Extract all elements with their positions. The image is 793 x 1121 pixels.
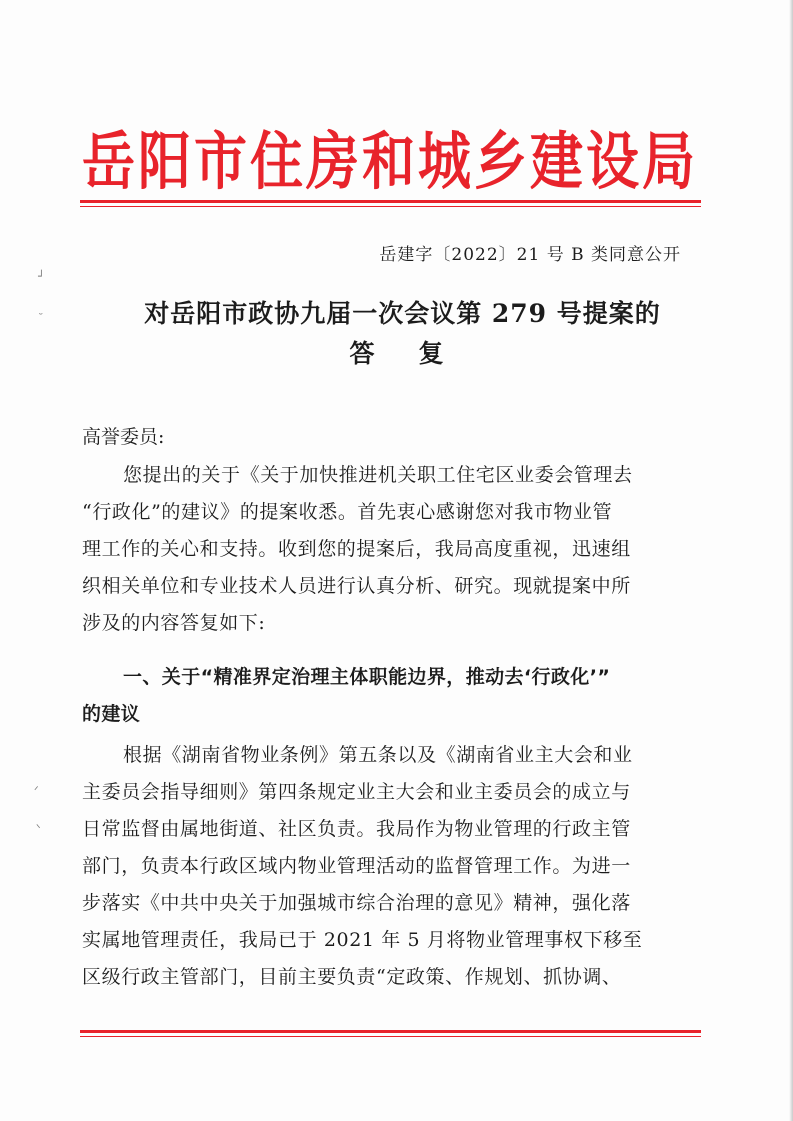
body-line: 区级行政主管部门，目前主要负责“定政策、作规划、抓协调、: [82, 966, 622, 988]
body-line: 涉及的内容答复如下:: [82, 612, 266, 634]
letterhead-rule-thin: [80, 206, 701, 207]
section-heading: 的建议: [82, 703, 141, 725]
body-line: 您提出的关于《关于加快推进机关职工住宅区业委会管理去: [123, 464, 633, 486]
body-line: 部门，负责本行政区域内物业管理活动的监督管理工作。为进一: [82, 855, 631, 877]
document-title-line1: 对岳阳市政协九届一次会议第 279 号提案的: [144, 299, 661, 328]
letterhead-rule-thick: [80, 200, 701, 203]
body-line: 实属地管理责任，我局已于 2021 年 5 月将物业管理事权下移至: [82, 929, 643, 951]
document-title-line2: 答复: [349, 339, 488, 368]
body-line: 主委员会指导细则》第四条规定业主大会和业主委员会的成立与: [82, 781, 631, 803]
salutation: 高誉委员:: [82, 426, 165, 448]
scan-edge-shadow: [789, 0, 793, 1121]
footer-rule-thick: [80, 1030, 701, 1033]
letterhead-org-name: 岳阳市住房和城乡建设局: [82, 126, 698, 199]
scan-artifact-mark: ᐠ: [36, 822, 41, 835]
document-number: 岳建字〔2022〕21 号 B 类同意公开: [379, 245, 681, 265]
scan-artifact-mark: ┘: [38, 270, 45, 283]
body-line: 根据《湖南省物业条例》第五条以及《湖南省业主大会和业: [123, 744, 633, 766]
body-line: “行政化”的建议》的提案收悉。首先衷心感谢您对我市物业管: [82, 501, 613, 523]
body-line: 织相关单位和专业技术人员进行认真分析、研究。现就提案中所: [82, 575, 631, 597]
scan-artifact-mark: ᐟ: [34, 784, 39, 797]
scan-artifact-mark: ˘: [38, 312, 44, 325]
footer-rule-thin: [80, 1036, 701, 1037]
section-heading: 一、关于“精准界定治理主体职能边界，推动去‘行政化’”: [123, 666, 611, 688]
body-line: 日常监督由属地街道、社区负责。我局作为物业管理的行政主管: [82, 818, 631, 840]
body-line: 步落实《中共中央关于加强城市综合治理的意见》精神，强化落: [82, 892, 631, 914]
body-line: 理工作的关心和支持。收到您的提案后，我局高度重视，迅速组: [82, 538, 631, 560]
